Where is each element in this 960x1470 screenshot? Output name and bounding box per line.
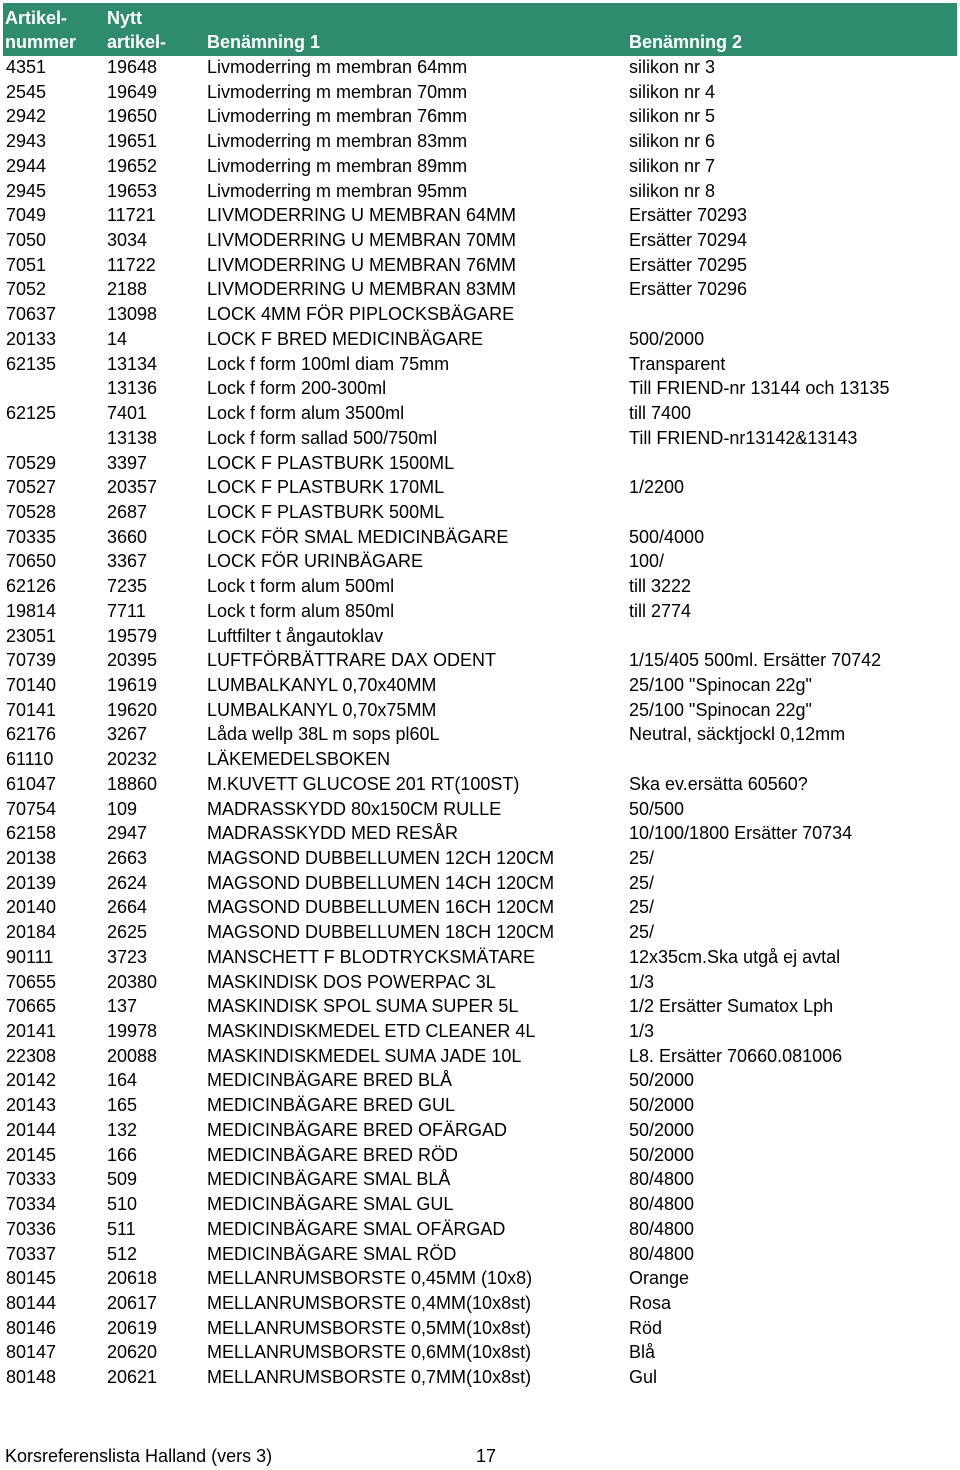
cell-article-number: 2944 (6, 155, 47, 176)
cell-name-1: Livmoderring m membran 70mm (207, 81, 468, 102)
cell-new-article: 11722 (107, 254, 156, 275)
cell-new-article: 3723 (107, 946, 148, 967)
cell-name-1: MELLANRUMSBORSTE 0,4MM(10x8st) (207, 1292, 532, 1313)
cell-name-1: Luftfilter t ångautoklav (207, 625, 384, 646)
cell-article-number: 7052 (6, 279, 47, 300)
cell-article-number: 70650 (6, 551, 57, 572)
cell-new-article: 109 (107, 798, 138, 819)
cell-article-number: 70527 (6, 477, 57, 498)
cell-new-article: 20619 (107, 1317, 158, 1338)
cell-name-1: MEDICINBÄGARE SMAL GUL (207, 1194, 454, 1215)
cell-name-1: LIVMODERRING U MEMBRAN 70MM (207, 230, 517, 251)
cell-new-article: 13138 (107, 427, 158, 448)
table-row (0, 920, 960, 945)
cell-name-1: MELLANRUMSBORSTE 0,5MM(10x8st) (207, 1317, 532, 1338)
table-row (0, 970, 960, 995)
table-row (0, 797, 960, 822)
cell-name-1: MASKINDISK DOS POWERPAC 3L (207, 971, 496, 992)
cell-article-number: 70335 (6, 526, 57, 547)
cell-article-number: 19814 (6, 600, 57, 621)
cell-article-number: 80146 (6, 1317, 57, 1338)
cell-name-2: 500/4000 (629, 526, 705, 547)
cell-article-number: 7051 (6, 254, 47, 275)
cell-name-1: MASKINDISKMEDEL SUMA JADE 10L (207, 1045, 522, 1066)
cell-new-article: 20380 (107, 971, 158, 992)
cell-article-number: 20141 (6, 1021, 57, 1042)
cell-article-number: 62135 (6, 353, 57, 374)
cell-article-number: 20143 (6, 1095, 57, 1116)
cell-article-number: 70334 (6, 1194, 57, 1215)
cell-name-2: L8. Ersätter 70660.081006 (629, 1045, 843, 1066)
table-row (0, 104, 960, 129)
cell-name-1: MELLANRUMSBORSTE 0,6MM(10x8st) (207, 1342, 532, 1363)
cell-new-article: 137 (107, 996, 138, 1017)
table-row (0, 994, 960, 1019)
cell-name-1: Lock t form alum 500ml (207, 576, 395, 597)
table-row (0, 228, 960, 253)
cell-name-1: MEDICINBÄGARE SMAL RÖD (207, 1243, 457, 1264)
cell-new-article: 19619 (107, 674, 158, 695)
cell-name-2: Gul (629, 1367, 658, 1388)
cell-name-1: MELLANRUMSBORSTE 0,45MM (10x8) (207, 1268, 533, 1289)
cell-name-2: 80/4800 (629, 1218, 695, 1239)
page-footer (5, 1444, 497, 1468)
cell-article-number: 20184 (6, 922, 57, 943)
table-row (0, 1143, 960, 1168)
table-row (0, 1266, 960, 1291)
table-row (0, 648, 960, 673)
cell-name-1: Lock f form sallad 500/750ml (207, 427, 438, 448)
cell-name-2: till 2774 (629, 600, 692, 621)
cell-name-2: Till FRIEND-nr13142&13143 (629, 427, 858, 448)
cell-article-number: 20140 (6, 897, 57, 918)
cell-article-number: 20133 (6, 328, 57, 349)
cell-name-1: LUFTFÖRBÄTTRARE DAX ODENT (207, 650, 497, 671)
cell-name-1: MAGSOND DUBBELLUMEN 14CH 120CM (207, 872, 555, 893)
cell-article-number: 80144 (6, 1292, 57, 1313)
table-row (0, 599, 960, 624)
cell-article-number: 70529 (6, 452, 57, 473)
cell-name-2: Ska ev.ersätta 60560? (629, 773, 808, 794)
cell-article-number: 23051 (6, 625, 57, 646)
cell-name-2: Ersätter 70295 (629, 254, 748, 275)
cell-name-1: Livmoderring m membran 83mm (207, 131, 468, 152)
table-row (0, 451, 960, 476)
cell-name-1: Lock t form alum 850ml (207, 600, 395, 621)
cell-article-number: 61047 (6, 773, 57, 794)
cell-article-number: 2943 (6, 131, 47, 152)
table-row (0, 1044, 960, 1069)
cell-name-1: Lock f form 200-300ml (207, 378, 387, 399)
cell-name-2: 50/2000 (629, 1095, 695, 1116)
cell-name-2: Ersätter 70296 (629, 279, 748, 300)
table-row (0, 179, 960, 204)
cell-article-number: 70333 (6, 1169, 57, 1190)
cell-new-article: 510 (107, 1194, 138, 1215)
cell-name-2: Röd (629, 1317, 663, 1338)
table-row (0, 203, 960, 228)
cell-article-number: 20145 (6, 1144, 57, 1165)
cell-article-number: 80147 (6, 1342, 57, 1363)
cell-new-article: 19649 (107, 81, 158, 102)
cell-article-number: 90111 (6, 946, 54, 967)
cell-name-1: LOCK FÖR URINBÄGARE (207, 551, 424, 572)
cell-name-2: 100/ (629, 551, 665, 572)
table-row (0, 352, 960, 377)
cell-name-1: MEDICINBÄGARE BRED OFÄRGAD (207, 1119, 508, 1140)
cell-new-article: 19579 (107, 625, 158, 646)
cell-name-1: Lock f form 100ml diam 75mm (207, 353, 450, 374)
cell-name-1: LOCK FÖR SMAL MEDICINBÄGARE (207, 526, 509, 547)
cell-name-1: LUMBALKANYL 0,70x40MM (207, 674, 437, 695)
cell-name-1: MEDICINBÄGARE BRED BLÅ (207, 1070, 453, 1091)
cell-name-1: Livmoderring m membran 64mm (207, 57, 468, 77)
cell-new-article: 2188 (107, 279, 148, 300)
cell-new-article: 2663 (107, 848, 148, 868)
cell-name-2: 80/4800 (629, 1169, 695, 1190)
cell-name-2: 25/ (629, 897, 655, 918)
cell-article-number: 20142 (6, 1070, 57, 1091)
table-row (0, 1192, 960, 1217)
cell-name-1: MEDICINBÄGARE SMAL OFÄRGAD (207, 1218, 506, 1239)
cell-article-number: 70665 (6, 996, 57, 1017)
cell-name-2: 80/4800 (629, 1243, 695, 1264)
cell-article-number: 70528 (6, 501, 57, 522)
cell-new-article: 19651 (107, 131, 158, 152)
cell-name-2: 25/ (629, 872, 655, 893)
cell-new-article: 509 (107, 1169, 138, 1190)
cell-name-2: Rosa (629, 1292, 672, 1313)
cell-name-2: till 3222 (629, 576, 692, 597)
cell-name-2: 80/4800 (629, 1194, 695, 1215)
cell-new-article: 20395 (107, 650, 158, 671)
table-row (0, 129, 960, 154)
cell-new-article: 7401 (107, 403, 148, 424)
header-new-article: Nytt artikel- (107, 8, 167, 52)
cell-name-2: silikon nr 5 (629, 106, 716, 127)
table-header (3, 3, 957, 56)
cell-name-1: LUMBALKANYL 0,70x75MM (207, 699, 437, 720)
cell-new-article: 20088 (107, 1045, 158, 1066)
cell-new-article: 20357 (107, 477, 158, 498)
table-row (0, 401, 960, 426)
cell-article-number: 61110 (6, 749, 54, 770)
cell-new-article: 2687 (107, 501, 148, 522)
cell-article-number: 70637 (6, 304, 57, 325)
cell-article-number: 62176 (6, 724, 57, 745)
cell-name-1: LOCK F PLASTBURK 500ML (207, 501, 445, 522)
cell-new-article: 19978 (107, 1021, 158, 1042)
table-row (0, 821, 960, 846)
cell-name-2: 1/2 Ersätter Sumatox Lph (629, 996, 834, 1017)
cell-article-number: 20139 (6, 872, 57, 893)
table-row (0, 1365, 960, 1390)
cell-name-1: Livmoderring m membran 89mm (207, 155, 468, 176)
cell-name-1: MELLANRUMSBORSTE 0,7MM(10x8st) (207, 1367, 532, 1388)
cell-article-number: 80145 (6, 1268, 57, 1289)
cell-new-article: 18860 (107, 773, 158, 794)
cell-name-2: Ersätter 70293 (629, 205, 748, 226)
cell-new-article: 2664 (107, 897, 148, 918)
cell-name-1: LOCK 4MM FÖR PIPLOCKSBÄGARE (207, 304, 515, 325)
cell-article-number: 62126 (6, 576, 57, 597)
cell-name-1: MAGSOND DUBBELLUMEN 18CH 120CM (207, 922, 555, 943)
cell-new-article: 132 (107, 1119, 138, 1140)
header-name-2: Benämning 2 (629, 32, 743, 52)
cell-new-article: 14 (107, 328, 128, 349)
table-row (0, 277, 960, 302)
cell-name-2: 12x35cm.Ska utgå ej avtal (629, 946, 841, 967)
table-row (0, 895, 960, 920)
cell-article-number: 22308 (6, 1045, 57, 1066)
page-number: 17 (476, 1446, 497, 1466)
cell-name-2: silikon nr 4 (629, 81, 716, 102)
cell-name-2: 1/15/405 500ml. Ersätter 70742 (629, 650, 882, 671)
table-row (0, 698, 960, 723)
table-row (0, 549, 960, 574)
table-row (0, 80, 960, 105)
cell-new-article: 19650 (107, 106, 158, 127)
cell-new-article: 20621 (107, 1367, 158, 1388)
cell-name-1: LIVMODERRING U MEMBRAN 76MM (207, 254, 517, 275)
cell-name-1: MADRASSKYDD 80x150CM RULLE (207, 798, 502, 819)
table-row (0, 772, 960, 797)
table-row (0, 846, 960, 871)
cell-name-2: 25/ (629, 922, 655, 943)
table-row (0, 525, 960, 550)
cell-new-article: 19620 (107, 699, 158, 720)
cell-name-2: 50/2000 (629, 1119, 695, 1140)
table-row (0, 426, 960, 451)
table-row (0, 1217, 960, 1242)
cell-name-1: Livmoderring m membran 95mm (207, 180, 468, 201)
table-row (0, 376, 960, 401)
cell-name-2: Transparent (629, 353, 726, 374)
cell-new-article: 166 (107, 1144, 138, 1165)
table-row (0, 154, 960, 179)
cell-new-article: 20617 (107, 1292, 158, 1313)
cell-article-number: 4351 (6, 57, 47, 77)
table-row (0, 722, 960, 747)
cell-name-1: MAGSOND DUBBELLUMEN 16CH 120CM (207, 897, 555, 918)
cell-article-number: 2945 (6, 180, 47, 201)
cell-name-2: Blå (629, 1342, 656, 1363)
table-row (0, 253, 960, 278)
table-row (0, 1068, 960, 1093)
table-row (0, 1167, 960, 1192)
cell-name-2: 25/ (629, 848, 655, 868)
cell-name-1: M.KUVETT GLUCOSE 201 RT(100ST) (207, 773, 520, 794)
table-row (0, 327, 960, 352)
cell-new-article: 13098 (107, 304, 158, 325)
cell-article-number: 20144 (6, 1119, 57, 1140)
table-row (0, 673, 960, 698)
cell-name-1: Livmoderring m membran 76mm (207, 106, 468, 127)
cell-article-number: 70140 (6, 674, 57, 695)
cell-new-article: 13136 (107, 378, 158, 399)
table-row (0, 871, 960, 896)
cell-new-article: 3660 (107, 526, 148, 547)
cell-new-article: 19652 (107, 155, 158, 176)
cell-new-article: 20232 (107, 749, 158, 770)
table-row (0, 475, 960, 500)
cell-name-1: MEDICINBÄGARE BRED GUL (207, 1095, 456, 1116)
cell-name-2: 500/2000 (629, 328, 705, 349)
cell-article-number: 70754 (6, 798, 57, 819)
cell-name-2: 25/100 "Spinocan 22g" (629, 699, 812, 720)
cell-new-article: 19653 (107, 180, 158, 201)
cell-name-2: Ersätter 70294 (629, 230, 748, 251)
cell-name-1: MADRASSKYDD MED RESÅR (207, 823, 459, 844)
cell-name-2: 50/2000 (629, 1144, 695, 1165)
cell-article-number: 7049 (6, 205, 47, 226)
cell-name-2: 1/3 (629, 1021, 655, 1042)
cell-name-2: 25/100 "Spinocan 22g" (629, 674, 812, 695)
cell-new-article: 164 (107, 1070, 138, 1091)
cell-name-1: LÄKEMEDELSBOKEN (207, 749, 391, 770)
table-row (0, 945, 960, 970)
table-row (0, 574, 960, 599)
cell-new-article: 165 (107, 1095, 138, 1116)
cell-new-article: 7235 (107, 576, 148, 597)
cell-new-article: 3397 (107, 452, 148, 473)
cell-article-number: 70655 (6, 971, 57, 992)
cell-name-2: Orange (629, 1268, 690, 1289)
cell-article-number: 7050 (6, 230, 47, 251)
cell-name-1: LIVMODERRING U MEMBRAN 64MM (207, 205, 517, 226)
table-row (0, 1118, 960, 1143)
cell-name-1: Låda wellp 38L m sops pl60L (207, 724, 440, 745)
cell-new-article: 2624 (107, 872, 148, 893)
table-row (0, 1242, 960, 1267)
table-row (0, 1093, 960, 1118)
table-row (0, 302, 960, 327)
cell-name-2: 10/100/1800 Ersätter 70734 (629, 823, 853, 844)
cell-new-article: 2625 (107, 922, 148, 943)
cell-article-number: 62158 (6, 823, 57, 844)
footer-title: Korsreferenslista Halland (vers 3) (5, 1446, 273, 1466)
cell-name-1: Lock f form alum 3500ml (207, 403, 405, 424)
cell-name-1: LIVMODERRING U MEMBRAN 83MM (207, 279, 517, 300)
cell-article-number: 2545 (6, 81, 47, 102)
table-row (0, 747, 960, 772)
cell-article-number: 70141 (6, 699, 57, 720)
cell-new-article: 20620 (107, 1342, 158, 1363)
cell-name-2: 50/500 (629, 798, 685, 819)
cell-name-2: silikon nr 6 (629, 131, 716, 152)
cell-name-2: silikon nr 3 (629, 57, 716, 77)
cell-article-number: 20138 (6, 848, 57, 868)
cell-article-number: 70336 (6, 1218, 57, 1239)
cell-name-2: 1/2200 (629, 477, 685, 498)
table-row (0, 624, 960, 649)
cell-name-1: MAGSOND DUBBELLUMEN 12CH 120CM (207, 848, 555, 868)
cell-new-article: 3267 (107, 724, 148, 745)
cell-new-article: 20618 (107, 1268, 158, 1289)
cell-new-article: 19648 (107, 57, 158, 77)
header-name-1: Benämning 1 (207, 32, 321, 52)
cell-name-1: MANSCHETT F BLODTRYCKSMÄTARE (207, 946, 536, 967)
table-row (0, 1019, 960, 1044)
cell-name-1: LOCK F PLASTBURK 1500ML (207, 452, 455, 473)
cell-name-1: MASKINDISKMEDEL ETD CLEANER 4L (207, 1021, 536, 1042)
table-row (0, 1340, 960, 1365)
table-row (0, 1316, 960, 1341)
cell-name-1: MASKINDISK SPOL SUMA SUPER 5L (207, 996, 519, 1017)
cell-name-2: Neutral, säcktjockl 0,12mm (629, 724, 846, 745)
cell-new-article: 11721 (107, 205, 156, 226)
cell-article-number: 70739 (6, 650, 57, 671)
cell-new-article: 512 (107, 1243, 138, 1264)
cell-article-number: 62125 (6, 403, 57, 424)
header-article-number: Artikel- nummer (5, 8, 77, 52)
cell-new-article: 2947 (107, 823, 148, 844)
cell-article-number: 80148 (6, 1367, 57, 1388)
cell-article-number: 2942 (6, 106, 47, 127)
cell-name-2: 1/3 (629, 971, 655, 992)
cell-new-article: 7711 (107, 600, 146, 621)
cell-name-2: till 7400 (629, 403, 692, 424)
cell-new-article: 511 (107, 1218, 136, 1239)
table-row (0, 55, 960, 80)
cell-article-number: 70337 (6, 1243, 57, 1264)
cell-new-article: 3034 (107, 230, 148, 251)
table-row (0, 1291, 960, 1316)
cell-name-2: silikon nr 7 (629, 155, 716, 176)
table-row (0, 500, 960, 525)
cell-name-2: 50/2000 (629, 1070, 695, 1091)
cell-name-1: LOCK F PLASTBURK 170ML (207, 477, 445, 498)
cell-name-1: MEDICINBÄGARE BRED RÖD (207, 1144, 459, 1165)
cell-name-1: MEDICINBÄGARE SMAL BLÅ (207, 1169, 451, 1190)
table-body (0, 55, 960, 1390)
cell-name-2: silikon nr 8 (629, 180, 716, 201)
cell-new-article: 13134 (107, 353, 158, 374)
cell-name-1: LOCK F BRED MEDICINBÄGARE (207, 328, 484, 349)
cell-name-2: Till FRIEND-nr 13144 och 13135 (629, 378, 890, 399)
cell-new-article: 3367 (107, 551, 148, 572)
